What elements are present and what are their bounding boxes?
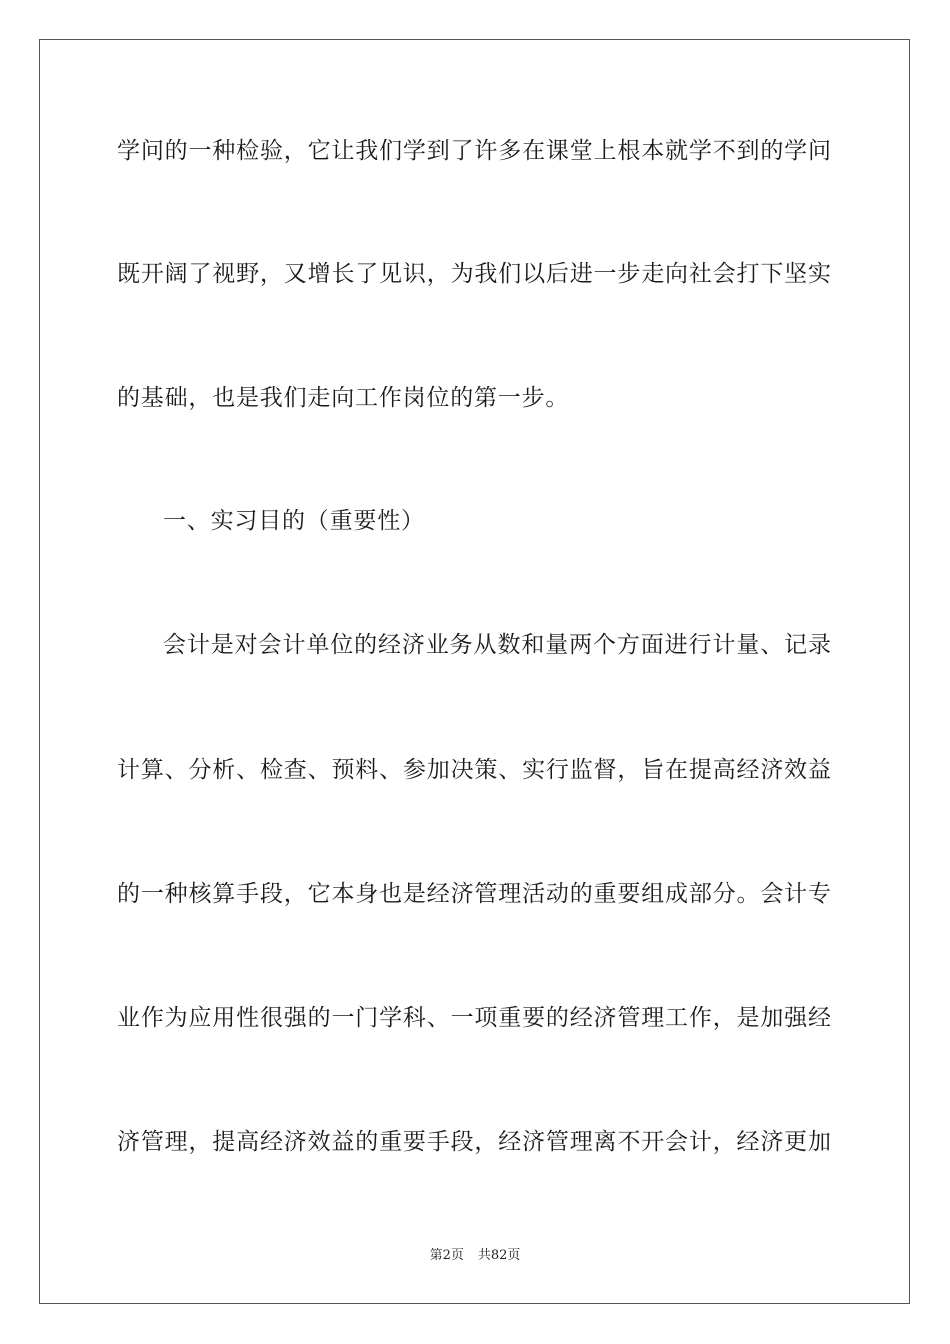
page-footer xyxy=(0,1247,950,1265)
body-line-1: 学问的一种检验，它让我们学到了许多在课堂上根本就学不到的学问 xyxy=(117,138,831,164)
page-total: 共82页 xyxy=(477,1248,521,1263)
body-line-2: 既开阔了视野，又增长了见识，为我们以后进一步走向社会打下坚实 xyxy=(117,261,831,287)
body-line-8: 业作为应用性很强的一门学科、一项重要的经济管理工作，是加强经 xyxy=(117,1005,831,1031)
body-line-7: 的一种核算手段，它本身也是经济管理活动的重要组成部分。会计专 xyxy=(117,881,831,907)
section-heading: 一、实习目的（重要性） xyxy=(163,508,425,534)
body-line-3: 的基础，也是我们走向工作岗位的第一步。 xyxy=(117,385,570,411)
body-line-5: 会计是对会计单位的经济业务从数和量两个方面进行计量、记录 xyxy=(163,632,831,658)
page-number: 第2页 xyxy=(429,1248,464,1263)
page-border xyxy=(39,39,910,1304)
body-line-6: 计算、分析、检查、预料、参加决策、实行监督，旨在提高经济效益 xyxy=(117,757,831,783)
body-line-9: 济管理，提高经济效益的重要手段，经济管理离不开会计，经济更加 xyxy=(117,1129,831,1155)
